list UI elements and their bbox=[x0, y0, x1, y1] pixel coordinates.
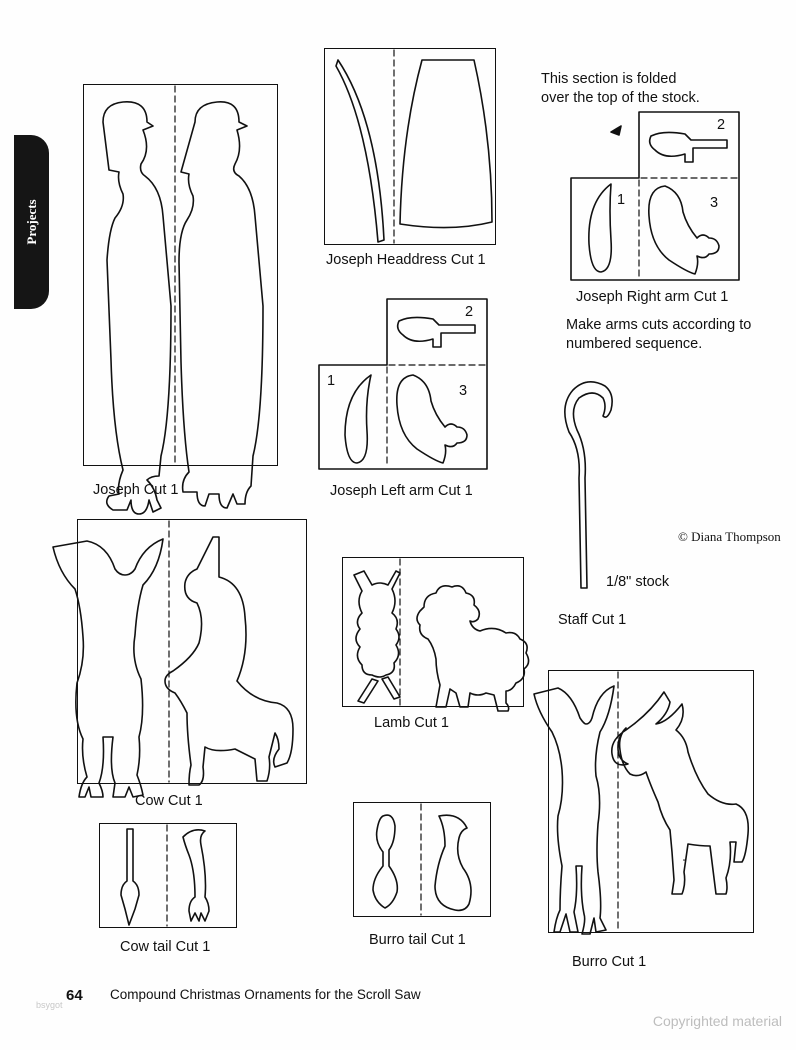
joseph-caption: Joseph Cut 1 bbox=[93, 482, 179, 498]
page-number: 64 bbox=[66, 987, 83, 1004]
right-arm-num-3: 3 bbox=[710, 195, 719, 211]
headdress-caption: Joseph Headdress Cut 1 bbox=[326, 252, 486, 268]
author-credit: © Diana Thompson bbox=[678, 529, 781, 544]
section-tab-label: Projects bbox=[23, 199, 39, 245]
left-arm-num-1: 1 bbox=[327, 373, 336, 389]
burro-caption: Burro Cut 1 bbox=[572, 954, 647, 970]
right-arm-num-2: 2 bbox=[717, 117, 726, 133]
fold-note-line1: This section is folded bbox=[541, 71, 677, 87]
cow-tail-caption: Cow tail Cut 1 bbox=[120, 939, 211, 955]
left-arm-caption: Joseph Left arm Cut 1 bbox=[330, 483, 473, 499]
left-arm-num-2: 2 bbox=[465, 304, 474, 320]
arms-note-line2: numbered sequence. bbox=[566, 336, 703, 352]
book-title: Compound Christmas Ornaments for the Scroll Saw bbox=[110, 987, 421, 1002]
stock-label: 1/8" stock bbox=[606, 574, 670, 590]
burro-tail-pattern bbox=[353, 802, 491, 917]
fold-note-line2: over the top of the stock. bbox=[541, 90, 700, 106]
lamb-pattern bbox=[342, 557, 524, 707]
left-arm-num-3: 3 bbox=[459, 383, 468, 399]
joseph-pattern bbox=[83, 84, 278, 466]
right-arm-num-1: 1 bbox=[617, 192, 626, 208]
burro-pattern bbox=[548, 670, 754, 933]
fold-note bbox=[541, 70, 700, 108]
burro-tail-caption: Burro tail Cut 1 bbox=[369, 932, 466, 948]
arms-note bbox=[566, 316, 751, 354]
watermark-stamp: bsygot bbox=[36, 1000, 63, 1010]
cow-caption: Cow Cut 1 bbox=[135, 793, 203, 809]
right-arm-caption: Joseph Right arm Cut 1 bbox=[576, 289, 729, 305]
lamb-caption: Lamb Cut 1 bbox=[374, 715, 449, 731]
staff-pattern bbox=[553, 380, 613, 594]
copyright-notice: Copyrighted material bbox=[652, 1013, 782, 1029]
staff-caption: Staff Cut 1 bbox=[558, 612, 627, 628]
arms-note-line1: Make arms cuts according to bbox=[566, 317, 752, 333]
cow-pattern bbox=[77, 519, 307, 784]
section-tab bbox=[14, 135, 49, 309]
cow-tail-pattern bbox=[99, 823, 237, 928]
headdress-pattern bbox=[324, 48, 496, 245]
